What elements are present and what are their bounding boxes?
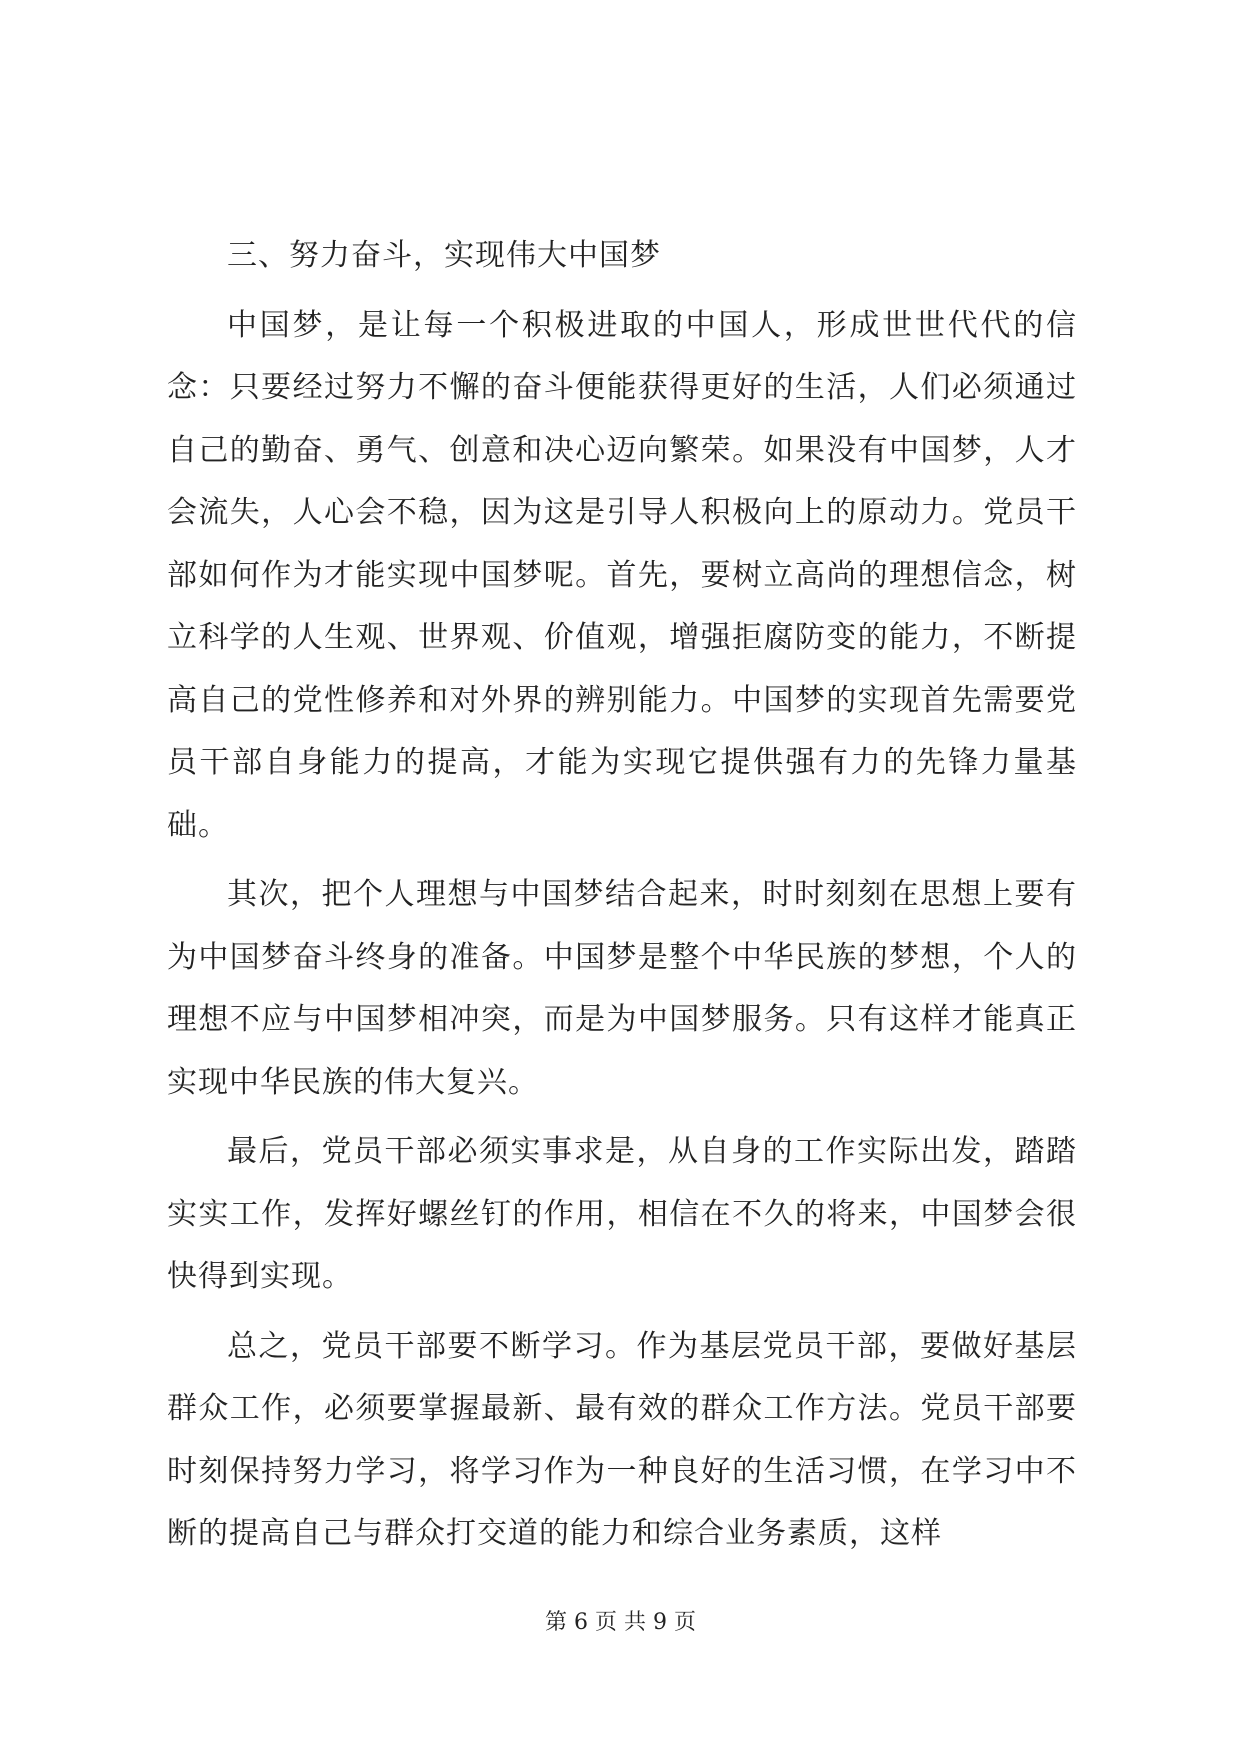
document-body — [167, 225, 1077, 1566]
paragraph-1: 中国梦，是让每一个积极进取的中国人，形成世世代代的信念：只要经过努力不懈的奋斗便能获得更好的生活，人们必须通过自己的勤奋、勇气、创意和决心迈向繁荣。如果没有中国梦，人才会流失，人心会不稳，因为这是引导人积极向上的原动力。党员干部如何作为才能实现中国梦呢。首先，要树立高尚的理想信念，树立科学的人生观、世界观、价值观，增强拒腐防变的能力，不断提高自己的党性修养和对外界的辨别能力。中国梦的实现首先需要党员干部自身能力的提高，才能为实现它提供强有力的先锋力量基础。 — [167, 307, 1077, 843]
page-number-footer: 第 6 页 共 9 页 — [545, 1610, 696, 1635]
paragraph-2: 其次，把个人理想与中国梦结合起来，时时刻刻在思想上要有为中国梦奋斗终身的准备。中国梦是整个中华民族的梦想，个人的理想不应与中国梦相冲突，而是为中国梦服务。只有这样才能真正实现中华民族的伟大复兴。 — [167, 877, 1077, 1100]
paragraph-4: 总之，党员干部要不断学习。作为基层党员干部，要做好基层群众工作，必须要掌握最新、最有效的群众工作方法。党员干部要时刻保持努力学习，将学习作为一种良好的生活习惯，在学习中不断的提高自己与群众打交道的能力和综合业务素质，这样 — [167, 1328, 1077, 1551]
paragraph-3: 最后，党员干部必须实事求是，从自身的工作实际出发，踏踏实实工作，发挥好螺丝钉的作用，相信在不久的将来，中国梦会很快得到实现。 — [167, 1134, 1077, 1294]
section-heading: 三、努力奋斗，实现伟大中国梦 — [227, 238, 661, 273]
